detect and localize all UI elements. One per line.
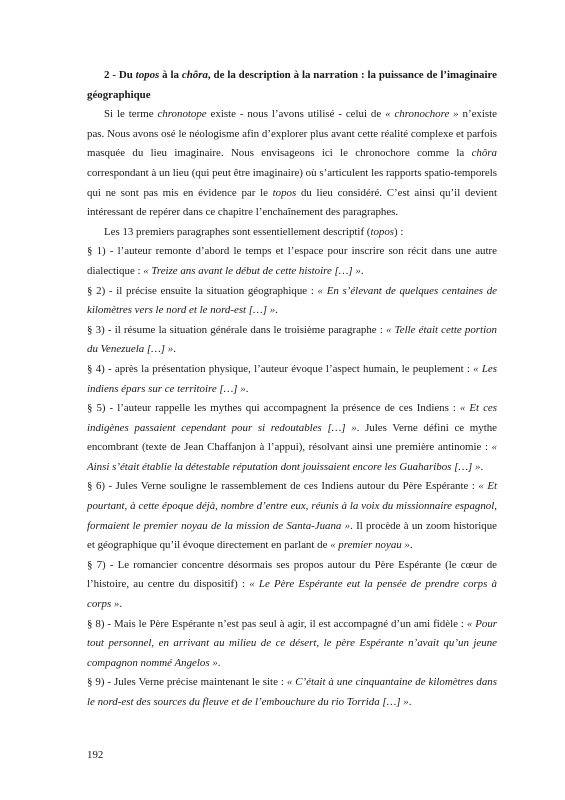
page-number: 192: [87, 749, 104, 761]
paragraph-item-9: § 9) - Jules Verne précise maintenant le site : « C’était à une cinquantaine de kilomètres dans le nord-est des sources du fleuve et de l’embouchure du rio Torrida […] ».: [87, 676, 497, 708]
paragraph-item-2: § 2) - il précise ensuite la situation géographique : « En s’élevant de quelques centaines de kilomètres vers le nord et le nord-est […] ».: [87, 284, 497, 317]
section-heading: 2 - Du topos à la chôra, de la description à la narration : la puissance de l’imaginaire géographique: [87, 69, 497, 101]
paragraph-item-5: § 5) - l’auteur rappelle les mythes qui accompagnent la présence de ces Indiens : « Et ces indigènes passaient cependant pour si redoutables […] ». Jules Verne défini ce mythe encombrant (texte de Jean Chaffanjon à l’appui), résolvant ainsi une première antinomie : « Ainsi s’était établie la détestable réputation dont jouissaient encore les Guaharibos […] ».: [87, 402, 498, 473]
lead-paragraph: Les 13 premiers paragraphes sont essentiellement descriptif (topos) :: [104, 225, 404, 238]
intro-paragraph: Si le terme chronotope existe - nous l’avons utilisé - celui de « chronochore » n’existe pas. Nous avons osé le néologisme afin d’explorer plus avant cette réalité complexe et parfois masquée du lieu imaginaire. Nous envisageons ici le chronochore comme la chôra correspondant à un lieu (qui peut être imaginaire) où s’articulent les rapports spatio-temporels qui ne sont pas mis en évidence par le topos du lieu considéré. C’est ainsi qu’il devient intéressant de repérer dans ce chapitre l’enchaînement des paragraphes.: [87, 108, 497, 219]
heading-topos: topos: [135, 69, 160, 81]
paragraph-item-8: § 8) - Mais le Père Espérante n’est pas seul à agir, il est accompagné d’un ami fidèle : « Pour tout personnel, en arrivant au milieu de ce désert, le père Espérante n’avait qu’un jeune compagnon nommé Angelos ».: [87, 617, 498, 669]
page-body: [87, 66, 497, 713]
paragraph-item-1: § 1) - l’auteur remonte d’abord le temps et l’espace pour inscrire son récit dans une autre dialectique : « Treize ans avant le début de cette histoire […] ».: [87, 245, 497, 277]
paragraph-item-4: § 4) - après la présentation physique, l’auteur évoque l’aspect humain, le peuplement : « Les indiens épars sur ce territoire […] ».: [87, 362, 498, 395]
paragraph-item-3: § 3) - il résume la situation générale dans le troisième paragraphe : « Telle était cette portion du Venezuela […] ».: [87, 323, 497, 356]
heading-chora: chôra: [181, 69, 208, 81]
paragraph-item-6: § 6) - Jules Verne souligne le rassemblement de ces Indiens autour du Père Espérante : « Et pourtant, à cette époque déjà, nombre d’entre eux, réunis à la voix du missionnaire espagnol, formaient le premier noyau de la mission de Santa-Juana ». Il procède à un zoom historique et géographique qu’il évoque directement en parlant de « premier noyau ».: [87, 480, 497, 552]
paragraph-item-7: § 7) - Le romancier concentre désormais ses propos autour du Père Espérante (le cœur de l’histoire, au centre du dispositif) : « Le Père Espérante eut la pensée de prendre corps à corps ».: [87, 558, 497, 611]
